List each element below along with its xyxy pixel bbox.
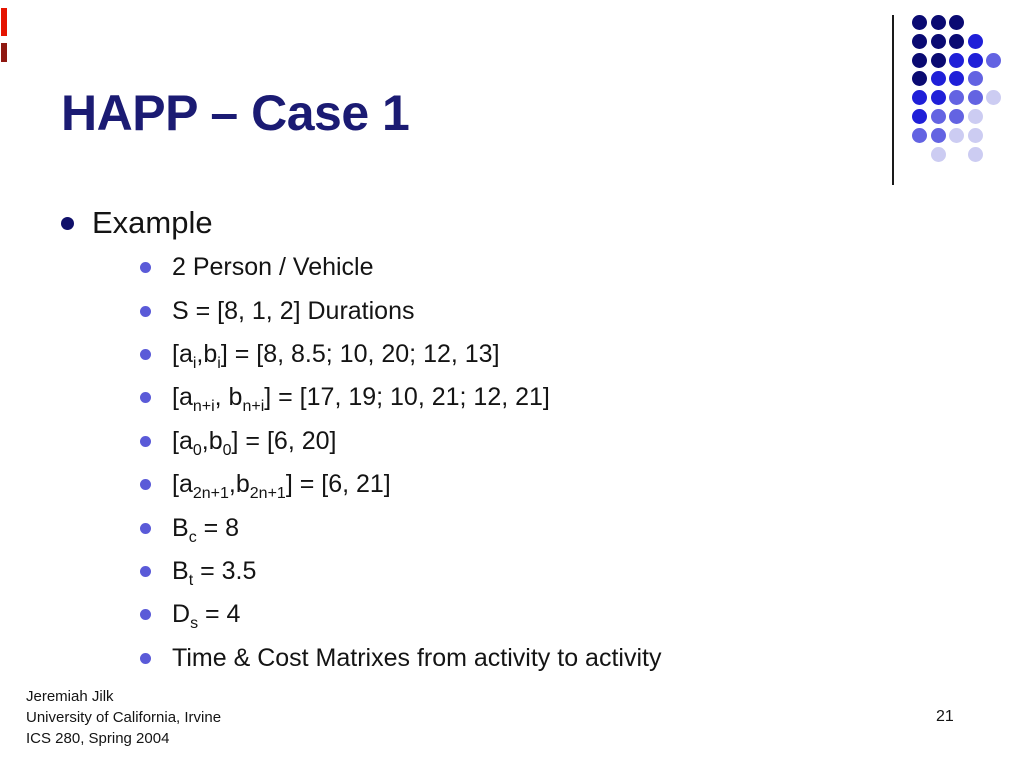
list-item-text: $[a_i,b_i] = [8$, 8.5; 10, 20; 12, 13] xyxy=(172,339,500,372)
decoration-dot xyxy=(949,128,964,143)
list-item xyxy=(140,637,661,680)
decoration-dot-pattern xyxy=(912,15,1024,185)
red-edge-artifact-bottom xyxy=(1,43,7,62)
bullet-icon xyxy=(140,523,151,534)
decoration-dot xyxy=(931,90,946,105)
decoration-dot xyxy=(912,109,927,124)
decoration-dot xyxy=(949,71,964,86)
bullet-row-example xyxy=(61,200,213,246)
decoration-dot xyxy=(949,109,964,124)
decoration-dot xyxy=(968,147,983,162)
bullet-icon xyxy=(61,217,74,230)
page-number: 21 xyxy=(936,708,954,725)
list-item-text: $B_t = 3.5$ xyxy=(172,556,257,589)
bullet-icon xyxy=(140,349,151,360)
slide-title: HAPP – Case 1 xyxy=(61,85,410,141)
list-item-text: $[a_{2n+1},b_{2n+1}] = [6$, 21] xyxy=(172,470,391,503)
list-item xyxy=(140,550,661,593)
list-item-text: $[a_0,b_0] = [6$, 20] xyxy=(172,426,337,459)
list-item-text: $D_s = 4$ xyxy=(172,600,241,633)
bullet-icon xyxy=(140,392,151,403)
list-item xyxy=(140,289,661,332)
decoration-dot xyxy=(986,53,1001,68)
decoration-dot xyxy=(968,109,983,124)
bullet-list xyxy=(140,246,661,680)
decoration-dot xyxy=(912,53,927,68)
footer-line: Jeremiah Jilk xyxy=(26,688,114,705)
decoration-dot xyxy=(912,15,927,30)
decoration-dot xyxy=(931,71,946,86)
list-item xyxy=(140,246,661,289)
decoration-dot xyxy=(968,34,983,49)
bullet-icon xyxy=(140,262,151,273)
decoration-dot xyxy=(931,34,946,49)
bullet-icon xyxy=(140,609,151,620)
bullet-icon xyxy=(140,653,151,664)
decoration-dot xyxy=(931,15,946,30)
decoration-dot xyxy=(949,53,964,68)
list-item xyxy=(140,376,661,419)
footer xyxy=(26,686,221,749)
list-item-text: S = [8, 1, 2] Durations xyxy=(172,296,415,325)
decoration-dot xyxy=(931,147,946,162)
decoration-dot xyxy=(968,71,983,86)
decoration-dot xyxy=(912,90,927,105)
list-item xyxy=(140,506,661,549)
list-item-text: 2 Person / Vehicle xyxy=(172,253,374,282)
bullet-icon xyxy=(140,306,151,317)
decoration-dot xyxy=(949,15,964,30)
footer-line: ICS 280, Spring 2004 xyxy=(26,730,170,747)
list-item xyxy=(140,593,661,636)
footer-line: University of California, Irvine xyxy=(26,709,222,726)
list-item xyxy=(140,420,661,463)
decoration-dot xyxy=(912,128,927,143)
decoration-dot xyxy=(968,53,983,68)
decoration-dot xyxy=(986,90,1001,105)
list-item xyxy=(140,463,661,506)
bullet-heading: Example xyxy=(92,205,213,240)
list-item-text: [$a_{n+i}$, $b_{n+i}] = [17$, 19; 10, 21; 12, 21] xyxy=(172,383,550,416)
decoration-dot xyxy=(931,128,946,143)
list-item-text: Time & Cost Matrixes from activity to activity xyxy=(172,643,662,672)
decoration-dot xyxy=(931,109,946,124)
decoration-dot xyxy=(949,90,964,105)
decoration-dot xyxy=(931,53,946,68)
list-item xyxy=(140,333,661,376)
list-item-text: $B_c = 8$ xyxy=(172,513,240,546)
decoration-dot xyxy=(968,90,983,105)
red-edge-artifact-top xyxy=(1,8,7,36)
decoration-dot xyxy=(912,71,927,86)
bullet-icon xyxy=(140,479,151,490)
decoration-vertical-rule xyxy=(892,15,894,185)
decoration-dot xyxy=(912,34,927,49)
bullet-icon xyxy=(140,436,151,447)
decoration-dot xyxy=(968,128,983,143)
bullet-icon xyxy=(140,566,151,577)
decoration-dot xyxy=(949,34,964,49)
